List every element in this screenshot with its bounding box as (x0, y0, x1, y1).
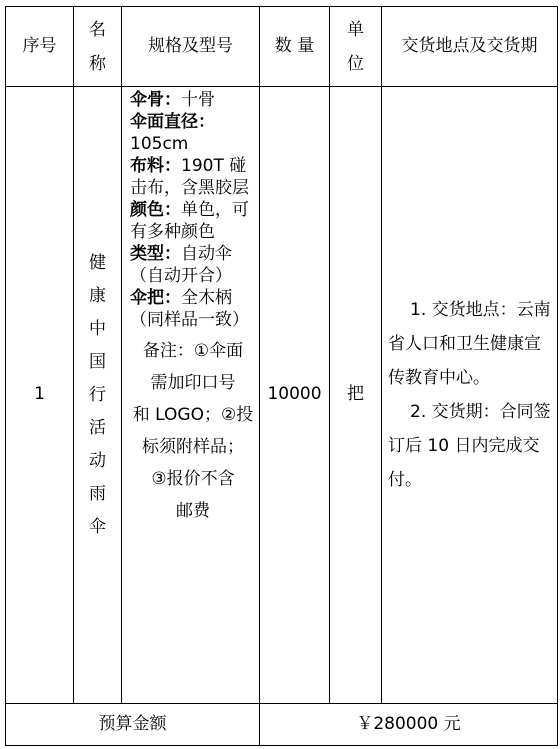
spec-fabric (130, 155, 256, 199)
spec-color (130, 199, 256, 243)
header-unit-line2: 位 (347, 53, 364, 74)
delivery-period: 2. 交货期：合同签订后 10 日内完成交付。 (388, 402, 551, 490)
spec-type-label: 类型： (130, 244, 181, 265)
header-delivery: 交货地点及交货期 (382, 7, 558, 87)
budget-value: ￥280000 元 (260, 703, 558, 745)
delivery-place: 1. 交货地点：云南省人口和卫生健康宣传教育中心。 (388, 300, 551, 388)
header-qty: 数 量 (260, 7, 330, 87)
spec-handle (130, 287, 256, 331)
row-delivery (382, 87, 558, 704)
spec-handle-value: 全木柄（同样品一致） (130, 288, 249, 331)
spec-color-value: 单色，可有多种颜色 (130, 200, 249, 243)
header-unit-line1: 单 (347, 19, 364, 40)
spec-diameter-label: 伞面直径： (130, 112, 215, 133)
spec-diameter-value: 105cm (130, 134, 189, 155)
row-name (74, 87, 122, 704)
header-name (74, 7, 122, 87)
spec-note-line: 标须附样品； (142, 437, 244, 458)
spec-note-line: 邮费 (176, 501, 210, 522)
spec-fabric-label: 布料： (130, 156, 181, 177)
name-char: 雨 (89, 483, 106, 504)
header-name-line1: 名 (89, 19, 106, 40)
name-char: 中 (89, 318, 106, 339)
row-qty: 10000 (260, 87, 330, 704)
row-spec (122, 87, 260, 704)
spec-note-line: 备注：①伞面 (142, 341, 244, 362)
name-char: 康 (89, 285, 106, 306)
spec-diameter (130, 111, 256, 155)
header-spec: 规格及型号 (122, 7, 260, 87)
row-unit: 把 (330, 87, 382, 704)
header-seq: 序号 (6, 7, 74, 87)
spec-color-label: 颜色： (130, 200, 181, 221)
spec-note (130, 335, 256, 527)
spec-type (130, 243, 256, 287)
spec-type-value: 自动伞（自动开合） (130, 244, 232, 287)
name-char: 健 (89, 252, 106, 273)
name-char: 活 (89, 417, 106, 438)
header-name-line2: 称 (89, 53, 106, 74)
spec-note-line: 需加印口号 (150, 373, 236, 394)
name-char: 伞 (89, 516, 106, 537)
table-row (6, 87, 558, 704)
procurement-table (5, 6, 558, 746)
spec-rib-value: 十骨 (181, 90, 215, 111)
name-char: 行 (89, 384, 106, 405)
header-unit (330, 7, 382, 87)
spec-note-line: ③报价不含 (151, 469, 235, 490)
spec-fabric-value: 190T 碰击布，含黑胶层 (130, 156, 249, 199)
header-row (6, 7, 558, 87)
spec-rib-label: 伞骨： (130, 90, 181, 111)
spec-note-line: 和 LOGO；②投 (132, 405, 254, 426)
row-seq: 1 (6, 87, 74, 704)
spec-rib (130, 89, 256, 111)
budget-label: 预算金额 (6, 703, 260, 745)
footer-row (6, 703, 558, 745)
spec-handle-label: 伞把： (130, 288, 181, 309)
name-char: 国 (89, 351, 106, 372)
name-char: 动 (89, 450, 106, 471)
